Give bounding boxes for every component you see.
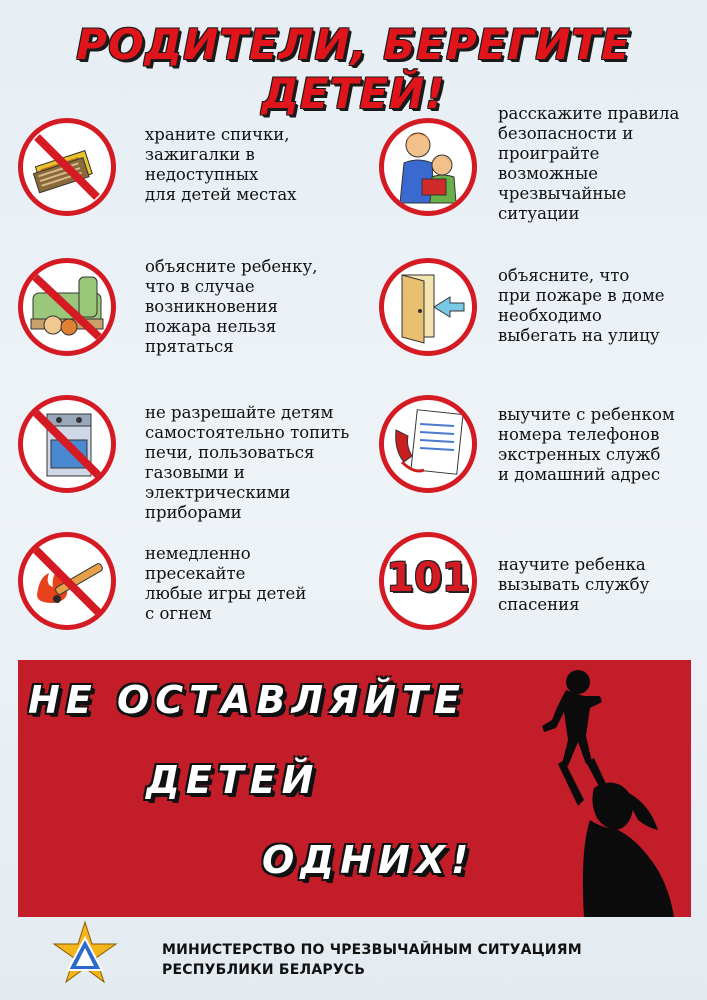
poster-title: РОДИТЕЛИ, БЕРЕГИТЕ ДЕТЕЙ! [76,20,631,118]
banner-line-3: ОДНИХ! [262,838,475,882]
stove-tip: не разрешайте детям самостоятельно топить печи, пользоваться газовыми и электрическими приборами [145,403,350,522]
door-exit-icon [379,258,477,356]
fire-play-prohibited-icon [18,532,116,630]
banner-line-2: ДЕТЕЙ [146,758,320,802]
rules-tip: расскажите правила безопасности и проиграйте возможные чрезвычайные ситуации [498,104,680,223]
warning-banner [18,660,691,917]
hiding-tip: объясните ребенку, что в случае возникновения пожара нельзя прятаться [145,257,318,356]
ministry-name-line-1: МИНИСТЕРСТВО ПО ЧРЕЗВЫЧАЙНЫМ СИТУАЦИЯМ [162,942,582,958]
exit-tip: объясните, что при пожаре в доме необходимо выбегать на улицу [498,266,665,345]
stove-prohibited-icon [18,395,116,493]
matches-prohibited-icon [18,118,116,216]
mchs-emblem-icon [50,920,120,990]
phone-list-icon [379,395,477,493]
matches-tip: храните спички, зажигалки в недоступных для детей местах [145,125,297,204]
mother-child-silhouette-icon [498,660,691,917]
ministry-name-line-2: РЕСПУБЛИКИ БЕЛАРУСЬ [162,962,366,978]
number-101-label: 101 [386,555,470,601]
number-101-icon [379,532,477,630]
phone-tip: выучите с ребенком номера телефонов экстренных служб и домашний адрес [498,405,675,484]
banner-line-1: НЕ ОСТАВЛЯЙТЕ [28,678,466,722]
fire-play-tip: немедленно пресекайте любые игры детей с огнем [145,544,307,623]
hiding-prohibited-icon [18,258,116,356]
rescue-tip: научите ребенка вызывать службу спасения [498,555,650,614]
mother-reading-icon [379,118,477,216]
